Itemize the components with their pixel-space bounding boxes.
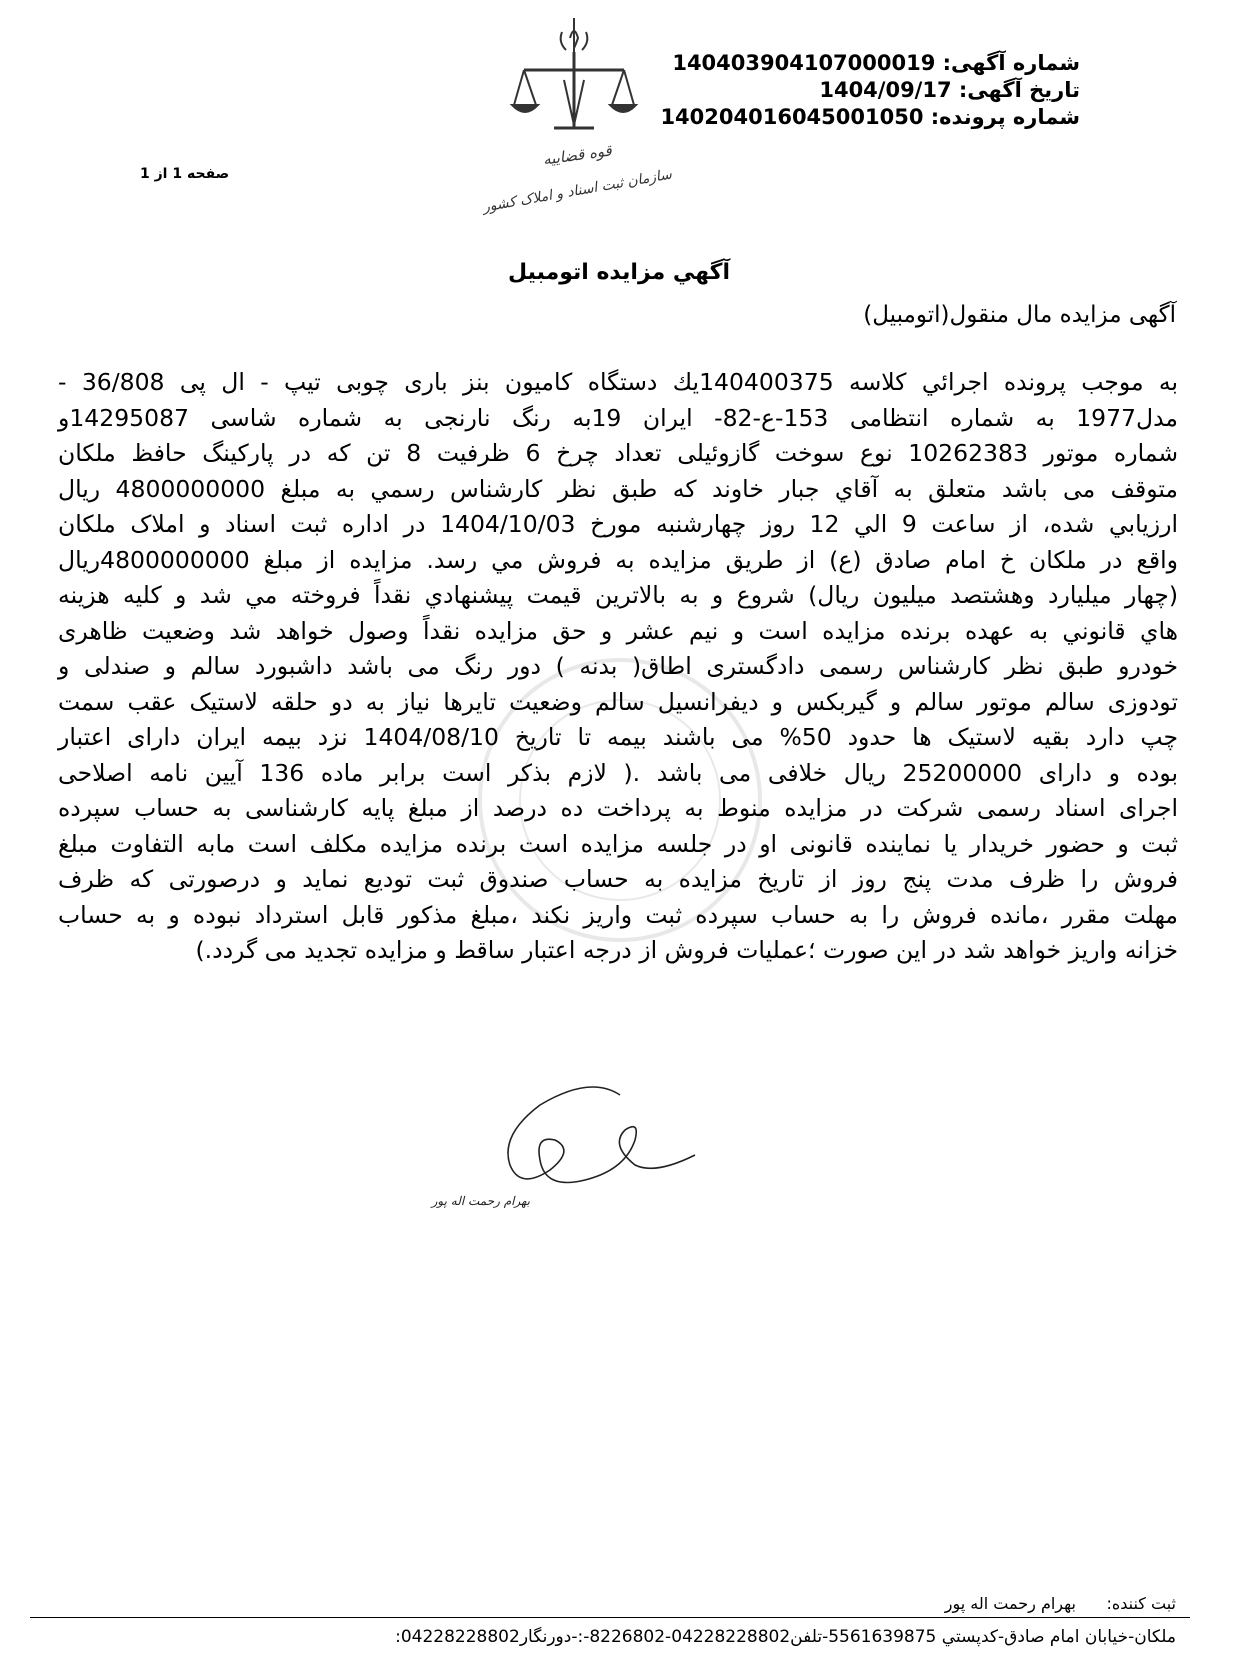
notice-number-row <box>660 50 1080 77</box>
footer-address: ملكان-خيابان امام صادق-كدپستي 5561639875-تلفن04228228802-8226802-:-دورنگار04228228802: <box>395 1627 1176 1647</box>
case-number: 140204016045001050 <box>660 105 924 129</box>
body-line: مهلت مقرر ،مانده فروش را به حساب سپرده ثبت واریز نکند ،مبلغ مذکور قابل استرداد نبوده و به حساب <box>58 900 1178 929</box>
notice-number: 140403904107000019 <box>672 51 936 75</box>
notice-number-label: شماره آگهی: <box>942 51 1080 75</box>
registrar-label: ثبت کننده: <box>1106 1594 1176 1613</box>
signature-name: بهرام رحمت اله پور <box>431 1194 530 1208</box>
emblem-text: قوه قضاییه <box>541 141 613 169</box>
body-line: ارزيابي شده، از ساعت 9 الي 12 روز چهارشنبه مورخ 1404/10/03 در اداره ثبت اسناد و املاک ملکان <box>58 510 1179 538</box>
registrar <box>945 1594 1176 1613</box>
notice-date-row <box>660 77 1080 104</box>
body-line: فروش را ظرف مدت پنج روز از تاریخ مزایده به حساب صندوق ثبت تودیع نماید و درصورتی که ظرف <box>58 865 1178 893</box>
org-text: سازمان ثبت اسناد و املاک کشور <box>481 166 673 216</box>
body-line: (چهار میلیارد وهشتصد میلیون ريال) شروع و به بالاترين قيمت پيشنهادي نقداً فروخته مي شد و كليه هزينه <box>58 581 1178 609</box>
body-line: متوقف می باشد متعلق به آقاي جبار خاوند که طبق نظر كارشناس رسمي به مبلغ 4800000000 ريال <box>58 474 1179 503</box>
body-line: مدل1977 به شماره انتظامی 153-ع-82- ایران 19به رنگ نارنجی به شماره شاسی 14295087و <box>58 403 1178 432</box>
footer-divider <box>30 1617 1190 1618</box>
page-number: صفحه 1 از 1 <box>140 166 230 182</box>
body-line: تودوزی سالم موتور سالم و گیربکس و دیفرانسیل سالم وضعیت تایرها نیاز به دو حلقه لاستیک عقب سمت <box>58 687 1178 716</box>
signature-image <box>431 1045 730 1245</box>
body-line: ثبت و حضور خریدار یا نماینده قانونی او در جلسه مزایده است برنده مزایده مکلف است مابه التفاوت مبلغ <box>58 829 1178 858</box>
body-line: اجرای اسناد رسمی شرکت در مزایده منوط به پرداخت ده درصد از مبلغ پایه کارشناسی به حساب سپرده <box>58 794 1178 822</box>
body-line: هاي قانوني به عهده برنده مزايده است و نيم عشر و حق مزايده نقداً وصول خواهد شد وضعیت ظاهری <box>58 616 1178 645</box>
body-line: واقع در ملکان خ امام صادق (ع) از طريق مزايده به فروش مي رسد. مزايده از مبلغ 4800000000ريال <box>58 545 1178 574</box>
page-title: آگهي مزايده اتومبيل <box>507 260 731 285</box>
notice-body <box>58 365 1178 969</box>
body-line: خزانه واریز خواهد شد در این صورت ؛عملیات فروش از درجه اعتبار ساقط و مزایده تجدید می گردد.) <box>195 936 1178 964</box>
body-line: شماره موتور 10262383 نوع سوخت گازوئیلی تعداد چرخ 6 ظرفیت 8 تن که در پارکینگ حافظ ملکان <box>58 439 1179 467</box>
body-line: خودرو طبق نظر کارشناس رسمی دادگستری اطاق( بدنه ) دور رنگ می باشد داشبورد سالم و صندلی و <box>58 652 1178 680</box>
registrar-name: بهرام رحمت اله پور <box>944 1594 1076 1613</box>
body-line: چپ دارد بقیه لاستیک ها حدود 50% می باشند بیمه تا تاریخ 1404/08/10 نزد بیمه ایران دارای اعتبار <box>58 723 1179 751</box>
case-number-row <box>660 104 1080 131</box>
page-subtitle: آگهی مزایده مال منقول(اتومبیل) <box>863 302 1176 328</box>
notice-meta <box>660 50 1080 131</box>
notice-date: 1404/09/17 <box>819 78 952 102</box>
body-line: به موجب پرونده اجرائي كلاسه 140400375يك دستگاه كاميون بنز باری چوبی تیپ - ال پی 36/808 - <box>58 368 1179 396</box>
case-number-label: شماره پرونده: <box>930 105 1080 129</box>
body-line: بوده و دارای 25200000 ریال خلافی می باشد .( لازم بذکر است برابر ماده 136 آیین نامه اصلاحی <box>58 758 1179 787</box>
notice-date-label: تاریخ آگهی: <box>958 78 1080 102</box>
